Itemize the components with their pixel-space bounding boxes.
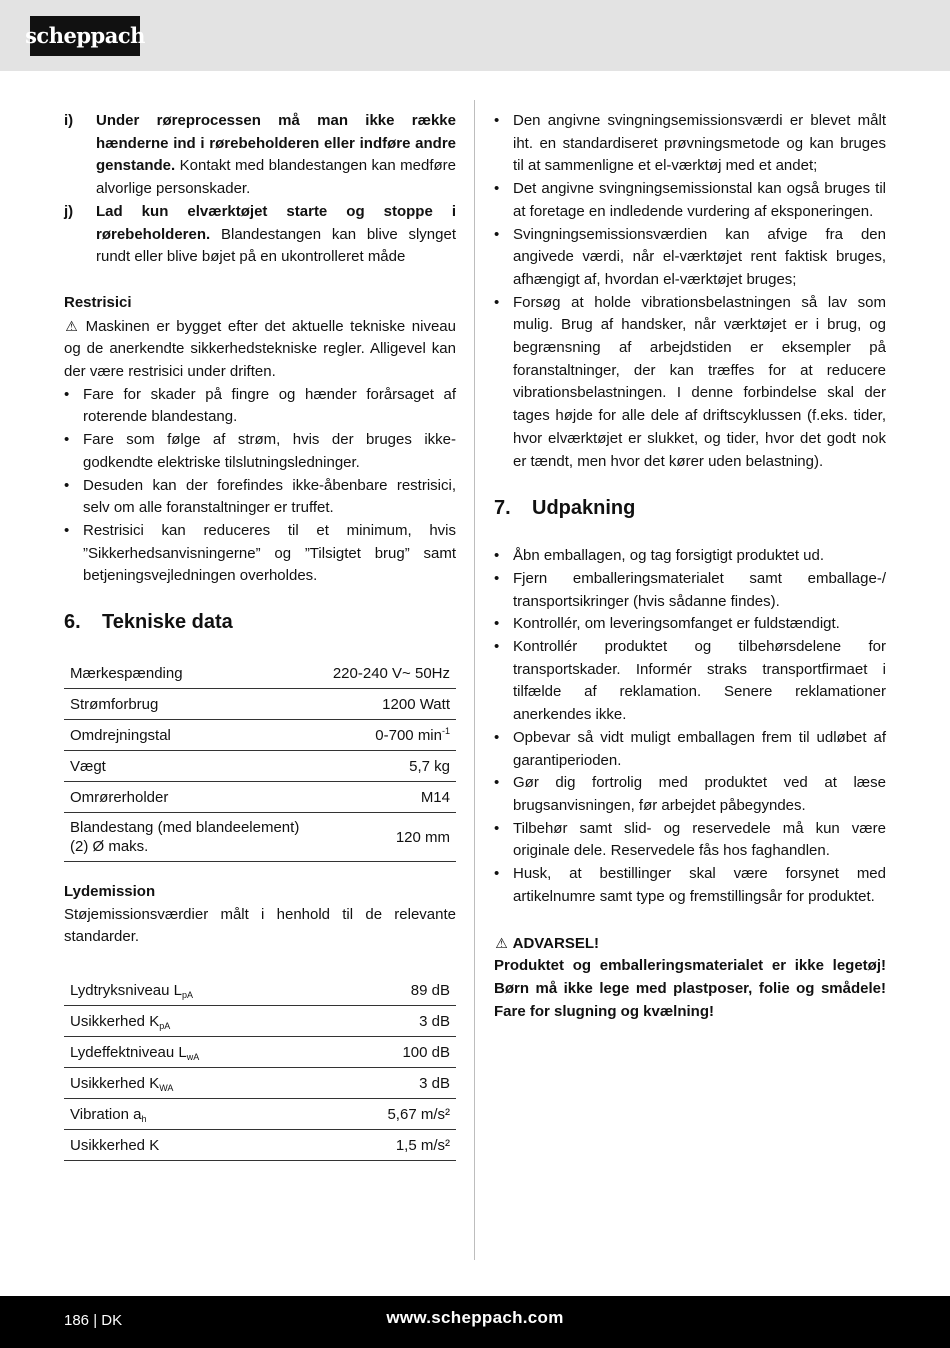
row-label-cell: [64, 1037, 316, 1068]
table-row: [64, 689, 456, 720]
table-row: [64, 658, 456, 689]
tech-data-table: [64, 658, 456, 862]
row-value: 3 dB: [316, 1068, 456, 1099]
table-row: [64, 1130, 456, 1161]
list-item: • Svingningsemissionsværdien kan afvige fra den angivede værdi, når el-værktøjet rent faktisk bruges, afhængigt af, hvordan el-værktøjet bruges;: [494, 224, 886, 292]
row-value: 3 dB: [316, 1006, 456, 1037]
row-value: 5,7 kg: [316, 751, 456, 782]
row-label: Vibration a: [70, 1105, 142, 1123]
sound-data-table: [64, 975, 456, 1161]
safety-item-j: [64, 201, 456, 269]
column-divider: [474, 100, 475, 1260]
row-label-cell: [64, 1068, 316, 1099]
table-row: [64, 1099, 456, 1130]
row-value: 0-700 min: [375, 726, 442, 744]
section-7-heading: [494, 495, 886, 521]
list-item: • Husk, at bestillinger skal være forsynet med artikelnumre samt type og fremstillingsår for produktet.: [494, 863, 886, 908]
row-label: Usikkerhed K: [70, 1012, 160, 1030]
section-title: Udpakning: [532, 497, 636, 520]
list-item: • Restrisici kan reduceres til et minimum, hvis ”Sikkerhedsanvisningerne” og ”Tilsigtet brug” samt betjeningsvejledningen overholdes.: [64, 520, 456, 588]
list-item: • Opbevar så vidt muligt emballagen frem til udløbet af garantiperioden.: [494, 727, 886, 772]
item-text: Blandestangen kan blive slynget rundt eller blive bøjet på en ukontrolleret måde: [96, 225, 456, 266]
row-value: 120 mm: [316, 813, 456, 862]
row-label-sub: pA: [159, 1020, 171, 1031]
row-label: Usikkerhed K: [70, 1136, 160, 1154]
table-row: [64, 720, 456, 751]
row-label-sub: wA: [186, 1051, 200, 1062]
right-column: [494, 110, 886, 1023]
warning-heading: [494, 932, 886, 956]
row-value: 89 dB: [316, 975, 456, 1006]
warning-title: ADVARSEL!: [509, 934, 599, 952]
warning-triangle-icon: ⚠: [65, 317, 78, 334]
table-row: [64, 782, 456, 813]
list-item: • Tilbehør samt slid- og reservedele må kun være originale dele. Reservedele fås hos faghandlen.: [494, 818, 886, 863]
page-footer: [0, 1296, 950, 1348]
safety-item-i: [64, 110, 456, 201]
row-label-cell: [64, 1130, 316, 1161]
restrisici-intro: [64, 315, 456, 384]
row-label: Lydeffektniveau L: [70, 1043, 187, 1061]
table-row: [64, 1068, 456, 1099]
page-header: [0, 0, 950, 71]
row-label: Vægt: [64, 751, 316, 782]
row-label-cell: [64, 975, 316, 1006]
table-row: [64, 1037, 456, 1068]
restrisici-list: [64, 384, 456, 588]
item-label: j): [64, 202, 74, 220]
list-item: • Det angivne svingningsemissionstal kan også bruges til at foretage en indledende vurdering af eksponeringen.: [494, 178, 886, 223]
list-item: • Den angivne svingningsemissionsværdi er blevet målt iht. en standardiseret prøvningsmetode og kan bruges til at sammenligne et el-værktøj med et andet;: [494, 110, 886, 178]
list-item: • Fjern emballeringsmaterialet samt emballage-/ transportsikringer (hvis sådanne findes).: [494, 568, 886, 613]
section-title: Tekniske data: [102, 611, 233, 634]
item-text: Kontakt med blandestangen kan medføre alvorlige personskader.: [96, 157, 456, 198]
lydemission-text: Støjemissionsværdier målt i henhold til de relevante standarder.: [64, 905, 456, 946]
item-label: i): [64, 112, 74, 129]
item-bold-text: Lad kun elværktøjet starte og stoppe i rørebeholderen.: [96, 202, 456, 243]
warning-triangle-icon: ⚠: [495, 934, 508, 951]
section-number: 6.: [64, 611, 81, 634]
vibration-notes-list: [494, 110, 886, 473]
row-value-cell: [316, 720, 456, 751]
row-value: M14: [316, 782, 456, 813]
row-value: 100 dB: [316, 1037, 456, 1068]
restrisici-heading: Restrisici: [64, 293, 132, 311]
section-number: 7.: [494, 497, 511, 520]
list-item: • Kontrollér, om leveringsomfanget er fuldstændigt.: [494, 613, 886, 636]
unpacking-list: [494, 545, 886, 908]
list-item: • Fare for skader på fingre og hænder forårsaget af roterende blandestang.: [64, 384, 456, 429]
row-label-cell: [64, 1006, 316, 1037]
list-item: • Åbn emballagen, og tag forsigtigt produktet ud.: [494, 545, 886, 568]
row-label: Strømforbrug: [64, 689, 316, 720]
lydemission-heading: Lydemission: [64, 883, 156, 901]
restrisici-intro-text: Maskinen er bygget efter det aktuelle tekniske niveau og de anerkendte sikkerhedstekniske regler. Alligevel kan der være restrisici under driften.: [64, 317, 456, 381]
table-row: [64, 975, 456, 1006]
row-value: 5,67 m/s²: [316, 1099, 456, 1130]
page-number: 186 | DK: [64, 1312, 123, 1329]
left-column: [64, 110, 456, 1161]
row-label: Usikkerhed K: [70, 1074, 160, 1092]
table-row: [64, 1006, 456, 1037]
table-row: [64, 813, 456, 862]
warning-text: Produktet og emballeringsmaterialet er ikke legetøj! Børn må ikke lege med plastposer, folie og smådele! Fare for slugning og kvælning!: [494, 957, 886, 1020]
row-value: 1,5 m/s²: [316, 1130, 456, 1161]
row-label: Omrørerholder: [64, 782, 316, 813]
table-row: [64, 751, 456, 782]
list-item: • Fare som følge af strøm, hvis der bruges ikke-godkendte elektriske tilslutningsledninger.: [64, 429, 456, 474]
row-label: Lydtryksniveau L: [70, 981, 183, 999]
row-label: Omdrejningstal: [64, 720, 316, 751]
row-value: 1200 Watt: [316, 689, 456, 720]
row-label-sub: pA: [182, 989, 194, 1000]
item-bold-text: Under røreprocessen må man ikke række hænderne ind i rørebeholderen eller indføre andre genstande.: [96, 112, 456, 175]
row-label-sub: WA: [159, 1082, 174, 1093]
row-label: Blandestang (med blandeelement) (2) Ø maks.: [64, 813, 316, 862]
list-item: • Gør dig fortrolig med produktet ved at læse brugsanvisningen, før arbejdet påbegyndes.: [494, 772, 886, 817]
section-6-heading: [64, 609, 456, 635]
row-label: Mærkespænding: [64, 658, 316, 689]
row-label-cell: [64, 1099, 316, 1130]
scheppach-logo: scheppach: [30, 16, 140, 56]
list-item: • Desuden kan der forefindes ikke-åbenbare restrisici, selv om alle foranstaltninger er truffet.: [64, 475, 456, 520]
row-value: 220-240 V~ 50Hz: [316, 658, 456, 689]
website-url: www.scheppach.com: [386, 1308, 564, 1327]
list-item: • Forsøg at holde vibrationsbelastningen så lav som mulig. Brug af handsker, når værktøjet er i brug, og begrænsning af arbejdstiden er eksempler på foranstaltninger, der kan træffes for at reducere vibrationsbelastningen. I denne forbindelse skal der tages højde for alle dele af driftscyklussen (f.eks. tider, hvor elværktøjet er slukket, og tider, hvor det godt nok er tændt, men hvor det kører uden belastning).: [494, 292, 886, 474]
row-value-sup: -1: [441, 725, 450, 736]
list-item: • Kontrollér produktet og tilbehørsdelene for transportskader. Informér straks transportfirmaet i tilfælde af reklamation. Senere reklamationer anerkendes ikke.: [494, 636, 886, 727]
row-label-sub: h: [141, 1113, 147, 1124]
